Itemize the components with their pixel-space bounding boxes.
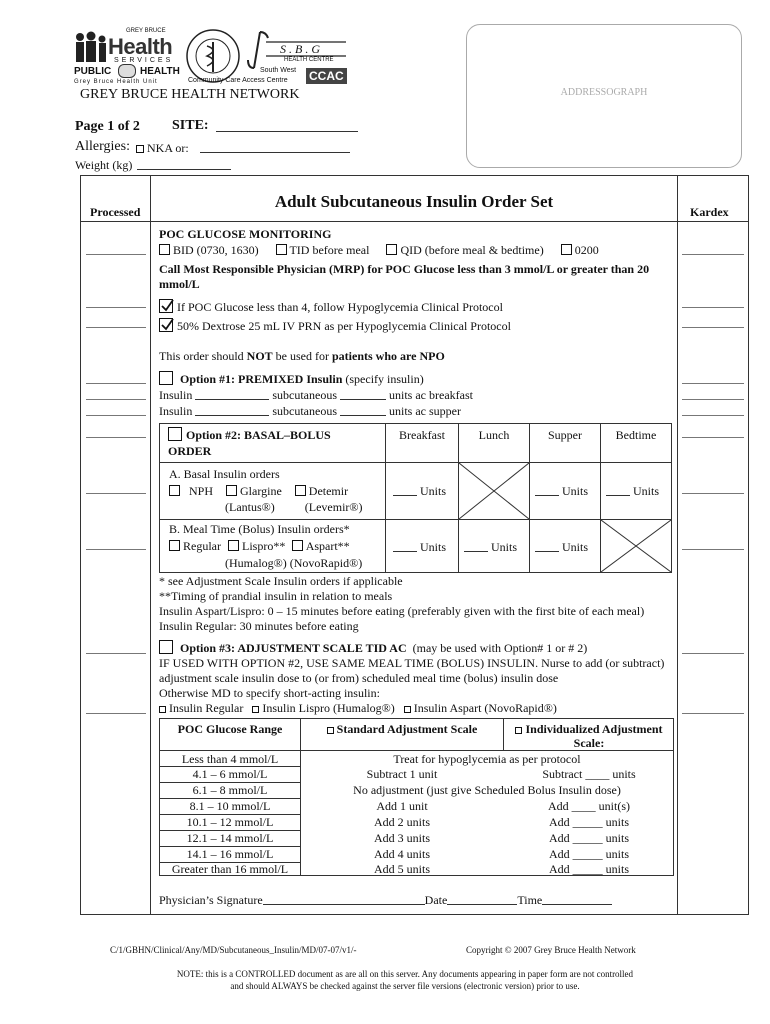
- grey-bruce-health-logo: [74, 29, 174, 67]
- ac-supper: units ac supper: [389, 404, 461, 418]
- scale-range: 6.1 – 8 mmol/L: [192, 783, 268, 797]
- poc-bid-checkbox[interactable]: [159, 244, 170, 255]
- time-field[interactable]: [542, 904, 612, 905]
- col-divider: [385, 424, 386, 572]
- addressograph-label: ADDRESSOGRAPH: [560, 87, 648, 98]
- processed-line[interactable]: [86, 713, 146, 714]
- poc-0200-checkbox[interactable]: [561, 244, 572, 255]
- ccac-region: South West: [260, 67, 297, 74]
- ccac-badge: CCAC: [306, 68, 347, 84]
- units-field[interactable]: [606, 495, 630, 496]
- public-health-logo: [74, 66, 184, 88]
- sbg-logo: [246, 30, 350, 70]
- weight-label: Weight (kg): [75, 158, 133, 172]
- scale-standard: Add 1 unit: [376, 799, 428, 813]
- standard-scale-label: Standard Adjustment Scale: [336, 722, 478, 736]
- site-label: SITE:: [172, 118, 209, 133]
- poc-bid-label: BID (0730, 1630): [173, 243, 259, 257]
- processed-line[interactable]: [86, 254, 146, 255]
- glargine-checkbox[interactable]: [226, 485, 237, 496]
- units-field[interactable]: [393, 551, 417, 552]
- nka-label: NKA or:: [147, 141, 189, 155]
- poc-qid-label: QID (before meal & bedtime): [400, 243, 544, 257]
- date-label: Date: [424, 893, 448, 907]
- kardex-line[interactable]: [682, 383, 744, 384]
- poc-tid-checkbox[interactable]: [276, 244, 287, 255]
- basal-bedtime-units: [606, 484, 659, 498]
- scale-standard: Add 4 units: [373, 847, 430, 861]
- signature-label: Physician’s Signature: [159, 893, 263, 907]
- processed-divider: [150, 175, 151, 915]
- option1-row: [159, 371, 424, 386]
- scale-range: Less than 4 mmol/L: [181, 752, 279, 766]
- individualized-scale-label: Individualized Adjustment Scale:: [525, 722, 663, 750]
- units-label: Units: [633, 484, 660, 498]
- insulin-word: Insulin: [159, 404, 193, 418]
- lispro-checkbox[interactable]: [228, 540, 239, 551]
- col-bedtime: Bedtime: [615, 428, 657, 442]
- allergies-field[interactable]: [200, 152, 350, 153]
- header-divider: [80, 221, 749, 222]
- scale-header-standard: [301, 722, 503, 736]
- sbg-sub: HEALTH CENTRE: [284, 57, 334, 63]
- bolus-breakfast-units: [393, 540, 446, 554]
- logo-top: GREY BRUCE: [126, 28, 166, 34]
- kardex-line[interactable]: [682, 493, 744, 494]
- kardex-line[interactable]: [682, 437, 744, 438]
- scale-standard: Treat for hypoglycemia as per protocol: [393, 752, 581, 766]
- option1-note: (specify insulin): [345, 372, 424, 386]
- dose-field[interactable]: [340, 415, 386, 416]
- weight-field[interactable]: [137, 169, 231, 170]
- standard-scale-checkbox[interactable]: [327, 727, 334, 734]
- cross-out-cell: [459, 463, 529, 519]
- bolus-options: [169, 539, 350, 553]
- individualized-scale-checkbox[interactable]: [515, 727, 522, 734]
- page-number: Page 1 of 2: [75, 119, 140, 134]
- dose-field[interactable]: [340, 399, 386, 400]
- scale-range: 12.1 – 14 mmol/L: [186, 831, 274, 845]
- units-field[interactable]: [393, 495, 417, 496]
- ccac-name: Community Care Access Centre: [188, 77, 288, 84]
- basal-bolus-table: [159, 423, 672, 573]
- option1-breakfast-row: [159, 388, 473, 402]
- hypo-protocol-checkbox[interactable]: [159, 299, 173, 313]
- kardex-header: Kardex: [690, 205, 729, 219]
- dextrose-label: 50% Dextrose 25 mL IV PRN as per Hypoglycemia Clinical Protocol: [177, 319, 511, 333]
- insulin-lispro-checkbox[interactable]: [252, 706, 259, 713]
- poc-0200-label: 0200: [574, 243, 599, 257]
- row-divider: [160, 462, 671, 463]
- units-field[interactable]: [535, 551, 559, 552]
- processed-header: Processed: [90, 205, 141, 219]
- poc-options: [159, 243, 599, 257]
- ac-breakfast: units ac breakfast: [389, 388, 473, 402]
- hypo-protocol-row: [159, 299, 503, 314]
- col-lunch: Lunch: [478, 428, 510, 442]
- nph-checkbox[interactable]: [169, 485, 180, 496]
- col-divider: [529, 424, 530, 572]
- basal-supper-units: [535, 484, 588, 498]
- insulin-aspart-label: Insulin Aspart (NovoRapid®): [413, 701, 557, 715]
- note-2: **Timing of prandial insulin in relation to meals: [159, 589, 393, 603]
- subcut-word: subcutaneous: [272, 404, 337, 418]
- option1-supper-row: [159, 404, 461, 418]
- poc-qid-checkbox[interactable]: [386, 244, 397, 255]
- npo-not: NOT: [246, 349, 273, 363]
- note-4: Insulin Regular: 30 minutes before eating: [159, 619, 359, 633]
- units-label: Units: [491, 540, 518, 554]
- kardex-line[interactable]: [682, 307, 744, 308]
- aspart-label: Aspart**: [305, 539, 350, 553]
- processed-line[interactable]: [86, 415, 146, 416]
- processed-line[interactable]: [86, 383, 146, 384]
- scale-individualized: Add _____ units: [548, 862, 629, 876]
- scale-range: 8.1 – 10 mmol/L: [189, 799, 271, 813]
- insulin-name-field[interactable]: [195, 415, 269, 416]
- option3-insulins: [159, 701, 557, 715]
- scale-standard: Add 3 units: [373, 831, 430, 845]
- option1-checkbox[interactable]: [159, 371, 173, 385]
- npo-bold: patients who are NPO: [332, 349, 445, 363]
- col-breakfast: Breakfast: [399, 428, 445, 442]
- insulin-name-field[interactable]: [195, 399, 269, 400]
- cross-out-cell: [601, 520, 671, 572]
- scale-range: 14.1 – 16 mmol/L: [186, 847, 274, 861]
- option1-label: Option #1: PREMIXED Insulin: [180, 372, 343, 386]
- insulin-regular-label: Insulin Regular: [169, 701, 244, 715]
- logo-sub: SERVICES: [114, 57, 174, 64]
- scale-individualized: Add ____ unit(s): [548, 799, 630, 813]
- insulin-lispro-label: Insulin Lispro (Humalog®): [262, 701, 395, 715]
- bolus-lunch-units: [464, 540, 517, 554]
- scale-standard: Subtract 1 unit: [366, 767, 438, 781]
- bolus-brands: (Humalog®) (NovoRapid®): [225, 556, 363, 570]
- insulin-regular-checkbox[interactable]: [159, 706, 166, 713]
- note-3: Insulin Aspart/Lispro: 0 – 15 minutes before eating (preferably given with the first bite of each meal): [159, 604, 645, 618]
- kardex-divider: [677, 175, 678, 915]
- processed-line[interactable]: [86, 549, 146, 550]
- allergies-label: Allergies:: [75, 139, 130, 154]
- option3-note: (may be used with Option# 1 or # 2): [412, 641, 588, 655]
- note-1: * see Adjustment Scale Insulin orders if applicable: [159, 574, 403, 588]
- nka-row: [136, 141, 189, 155]
- kardex-line[interactable]: [682, 653, 744, 654]
- regular-label: Regular: [183, 539, 221, 553]
- people-icon: [74, 31, 108, 63]
- option3-text: IF USED WITH OPTION #2, USE SAME MEAL TIME (BOLUS) INSULIN. Nurse to add (or subtract) adjustment scale insulin dose to (or from) scheduled meal time (bolus) insulin dose: [159, 656, 665, 685]
- check-icon: [160, 299, 174, 313]
- scale-individualized: Add _____ units: [548, 831, 629, 845]
- units-label: Units: [562, 484, 589, 498]
- basal-breakfast-units: [393, 484, 446, 498]
- public-text: PUBLIC: [74, 66, 112, 77]
- basal-options: [169, 484, 348, 498]
- detemir-label: Detemir: [308, 484, 349, 498]
- dextrose-checkbox[interactable]: [159, 318, 173, 332]
- basal-title: A. Basal Insulin orders: [169, 467, 280, 481]
- scale-individualized: Add _____ units: [548, 815, 629, 829]
- footer-copyright: Copyright © 2007 Grey Bruce Health Network: [466, 945, 636, 955]
- site-field[interactable]: [216, 131, 358, 132]
- scale-individualized: Add _____ units: [548, 847, 629, 861]
- scale-standard: Add 5 units: [373, 862, 430, 876]
- nph-label: NPH: [189, 484, 214, 498]
- time-label: Time: [517, 893, 543, 907]
- scale-range: Greater than 16 mmol/L: [171, 862, 289, 876]
- bolus-supper-units: [535, 540, 588, 554]
- scale-range: 4.1 – 6 mmol/L: [192, 767, 268, 781]
- row-divider: [160, 750, 673, 751]
- processed-line[interactable]: [86, 327, 146, 328]
- units-label: Units: [420, 540, 447, 554]
- kardex-line[interactable]: [682, 415, 744, 416]
- option2-label: [168, 427, 368, 459]
- units-label: Units: [562, 540, 589, 554]
- option3-label: Option #3: ADJUSTMENT SCALE TID AC: [180, 641, 407, 655]
- option3-checkbox[interactable]: [159, 640, 173, 654]
- scale-standard: No adjustment (just give Scheduled Bolus Insulin dose): [353, 783, 621, 797]
- public-health-icon: [118, 64, 136, 78]
- nka-checkbox[interactable]: [136, 145, 144, 153]
- kardex-line[interactable]: [682, 399, 744, 400]
- adjustment-scale-table: [159, 718, 674, 876]
- poc-tid-label: TID before meal: [289, 243, 370, 257]
- dextrose-row: [159, 318, 511, 333]
- kardex-line[interactable]: [682, 549, 744, 550]
- form-title: Adult Subcutaneous Insulin Order Set: [274, 192, 554, 211]
- row-divider: [160, 519, 671, 520]
- signature-row: [159, 893, 612, 907]
- units-field[interactable]: [464, 551, 488, 552]
- insulin-aspart-checkbox[interactable]: [404, 706, 411, 713]
- footer-note: NOTE: this is a CONTROLLED document as are all on this server. Any documents appearing in paper form are not controlled and should ALWAYS be checked against the server file versions (electronic version) prior to use.: [176, 969, 634, 991]
- glargine-label: Glargine: [240, 484, 282, 498]
- scale-header-range: POC Glucose Range: [177, 722, 283, 736]
- aspart-checkbox[interactable]: [292, 540, 303, 551]
- scale-standard: Add 2 units: [373, 815, 430, 829]
- units-label: Units: [420, 484, 447, 498]
- signature-field[interactable]: [263, 904, 425, 905]
- addressograph-box: [466, 24, 742, 168]
- regular-checkbox[interactable]: [169, 540, 180, 551]
- subcut-word: subcutaneous: [272, 388, 337, 402]
- processed-line[interactable]: [86, 307, 146, 308]
- date-field[interactable]: [447, 904, 517, 905]
- npo-mid: be used for: [275, 349, 329, 363]
- scale-individualized: Subtract ____ units: [542, 767, 636, 781]
- hypo-protocol-label: If POC Glucose less than 4, follow Hypoglycemia Clinical Protocol: [177, 300, 503, 314]
- footer-path: C/1/GBHN/Clinical/Any/MD/Subcutaneous_Insulin/MD/07-07/v1/-: [110, 945, 357, 955]
- logo-brand: Health: [108, 34, 173, 59]
- insulin-word: Insulin: [159, 388, 193, 402]
- lispro-label: Lispro**: [242, 539, 286, 553]
- units-field[interactable]: [535, 495, 559, 496]
- health-text: HEALTH: [140, 66, 180, 77]
- mrp-instruction: Call Most Responsible Physician (MRP) for POC Glucose less than 3 mmol/L or greater than 20 mmol/L: [159, 262, 650, 291]
- processed-line[interactable]: [86, 437, 146, 438]
- col-supper: Supper: [548, 428, 582, 442]
- bolus-title: B. Meal Time (Bolus) Insulin orders*: [169, 522, 350, 536]
- basal-brands: (Lantus®) (Levemir®): [225, 500, 363, 514]
- scale-range: 10.1 – 12 mmol/L: [186, 815, 274, 829]
- check-icon: [160, 318, 174, 332]
- kardex-line[interactable]: [682, 254, 744, 255]
- option2-label-text: Option #2: BASAL–BOLUS ORDER: [168, 428, 331, 458]
- option3-row: [159, 640, 587, 655]
- sbg-name: S.B.G: [280, 42, 323, 56]
- processed-line[interactable]: [86, 493, 146, 494]
- npo-prefix: This order should: [159, 349, 244, 363]
- detemir-checkbox[interactable]: [295, 485, 306, 496]
- public-health-sub: Grey Bruce Health Unit: [74, 79, 158, 85]
- npo-warning: [159, 349, 445, 363]
- option3-md: Otherwise MD to specify short-acting insulin:: [159, 686, 380, 700]
- option2-checkbox[interactable]: [168, 427, 182, 441]
- kardex-line[interactable]: [682, 327, 744, 328]
- processed-line[interactable]: [86, 653, 146, 654]
- processed-line[interactable]: [86, 399, 146, 400]
- poc-heading: POC GLUCOSE MONITORING: [159, 227, 332, 241]
- network-name: GREY BRUCE HEALTH NETWORK: [80, 87, 300, 102]
- scale-header-individualized: [504, 722, 674, 750]
- kardex-line[interactable]: [682, 713, 744, 714]
